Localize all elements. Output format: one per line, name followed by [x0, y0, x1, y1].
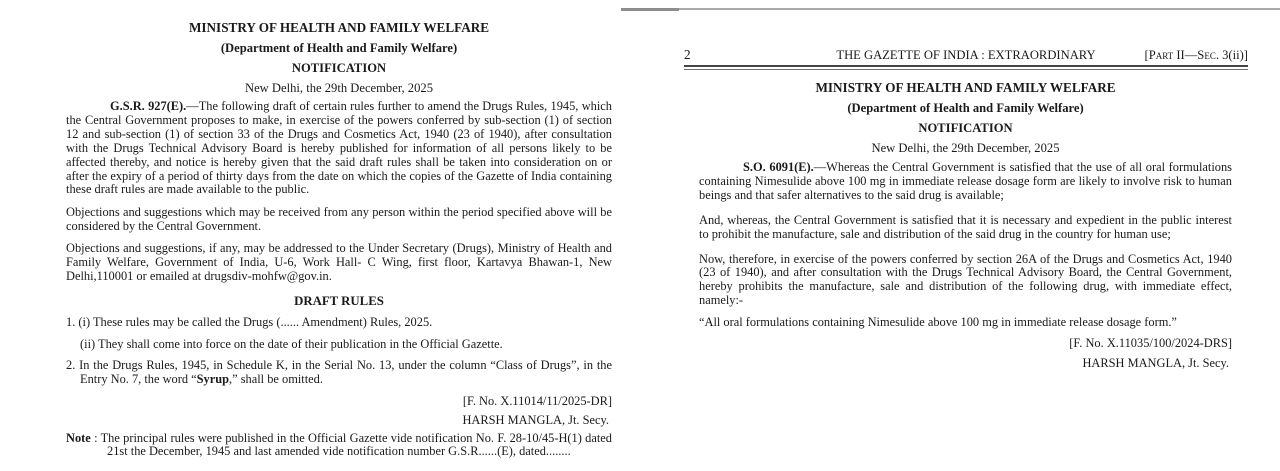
- draft-rules-heading: DRAFT RULES: [294, 293, 384, 308]
- file-number: [F. No. X.11035/100/2024-DRS]: [1069, 336, 1232, 351]
- ministry-heading: MINISTRY OF HEALTH AND FAMILY WELFARE: [815, 80, 1116, 95]
- whereas-paragraph: And, whereas, the Central Government is satisfied that it is necessary and expedient in the public interest to prohibit the manufacture, sale and distribution of the said drug in the country for human use;: [699, 212, 1232, 241]
- dateline: New Delhi, the 29th December, 2025: [245, 81, 433, 95]
- page-number: 2: [684, 47, 691, 62]
- rule-2: [66, 359, 612, 387]
- file-number: [F. No. X.11014/11/2025-DR]: [462, 393, 612, 408]
- dateline: New Delhi, the 29th December, 2025: [871, 141, 1060, 155]
- note-label: Note: [66, 430, 91, 445]
- prohibition-quote: “All oral formulations containing Nimesulide above 100 mg in immediate release dosage form.”: [699, 315, 1177, 330]
- department-heading: (Department of Health and Family Welfare): [220, 41, 458, 55]
- gsr-text: —The following draft of certain rules further to amend the Drugs Rules, 1945, which the Central Government proposes to make, in exercise of the powers conferred by sub-section (1) of section 12 and sub-section (1) of section 33 of the Drugs and Cosmetics Act, 1940 (23 of 1940), after consultation with the Drugs Technical Advisory Board is hereby published for information of all persons likely to be affected thereby, and notice is hereby given that the said draft rules shall be taken into consideration on or after the expiry of a period of thirty days from the date on which the copies of the Gazette of India containing these draft rules are made available to the public.: [66, 99, 612, 197]
- rule-1-i: 1. (i) These rules may be called the Drugs (...... Amendment) Rules, 2025.: [66, 314, 433, 329]
- signature: HARSH MANGLA, Jt. Secy.: [462, 412, 609, 427]
- section-rest: 3(ii)]: [1218, 48, 1248, 62]
- running-header-title: THE GAZETTE OF INDIA : EXTRAORDINARY: [836, 48, 1096, 62]
- rule-2-bold-word: Syrup: [196, 371, 230, 386]
- header-double-rule: [684, 65, 1248, 70]
- notification-heading: NOTIFICATION: [918, 121, 1013, 135]
- note-separator: :: [90, 430, 101, 445]
- now-therefore-paragraph: Now, therefore, in exercise of the powers conferred by section 26A of the Drugs and Cosmetics Act, 1940 (23 of 1940), and after consultation with the Drugs Technical Advisory Board, the Central Government, hereby prohibits the manufacture, sale and distribution of the following drug, with immediate effect, namely:-: [699, 251, 1232, 308]
- gsr-paragraph: [66, 100, 612, 197]
- so-text: —Whereas the Central Government is satisfied that the use of all oral formulations containing Nimesulide above 100 mg in immediate release dosage form are likely to involve risk to human beings and that safer alternatives to the said drug is available;: [699, 160, 1232, 202]
- section-bracket: [: [1144, 48, 1149, 62]
- objections-paragraph-2: Objections and suggestions, if any, may be addressed to the Under Secretary (Drugs), Ministry of Health and Family Welfare, Government of India, U-6, Work Hall- C Wing, first floor, Kartavya Bhawan-1, New Delhi,110001 or emailed at drugsdiv-mohfw@gov.in.: [66, 241, 612, 283]
- so-paragraph: [699, 161, 1232, 203]
- so-number: S.O. 6091(E).: [743, 160, 814, 174]
- note-paragraph: [66, 432, 612, 460]
- objections-paragraph-1: Objections and suggestions which may be received from any person within the period specified above will be considered by the Central Government.: [66, 205, 612, 234]
- signature: HARSH MANGLA, Jt. Secy.: [1082, 356, 1229, 371]
- gsr-number: G.S.R. 927(E).: [110, 99, 187, 113]
- department-heading: (Department of Health and Family Welfare): [847, 101, 1084, 115]
- section-part-smallcaps: Part II—Sec.: [1148, 48, 1219, 62]
- ministry-heading: MINISTRY OF HEALTH AND FAMILY WELFARE: [188, 20, 490, 35]
- rule-2-post: ,” shall be omitted.: [229, 371, 323, 386]
- running-header: [684, 48, 1248, 62]
- rule-1-ii: (ii) They shall come into force on the date of their publication in the Official Gazette.: [80, 336, 503, 351]
- notification-heading: NOTIFICATION: [291, 61, 387, 75]
- gazette-page-2: [640, 0, 1280, 471]
- rule-2-pre: 2. In the Drugs Rules, 1945, in Schedule K, in the Serial No. 13, under the column “Class of Drugs”, in the Entry No. 7, the word “: [66, 357, 612, 386]
- note-text: The principal rules were published in the Official Gazette vide notification No. F. 28-10/45-H(1) dated 21st the December, 1945 and last amended vide notification number G.S.R......(E), dated........: [100, 430, 612, 459]
- running-header-section: [1145, 48, 1248, 62]
